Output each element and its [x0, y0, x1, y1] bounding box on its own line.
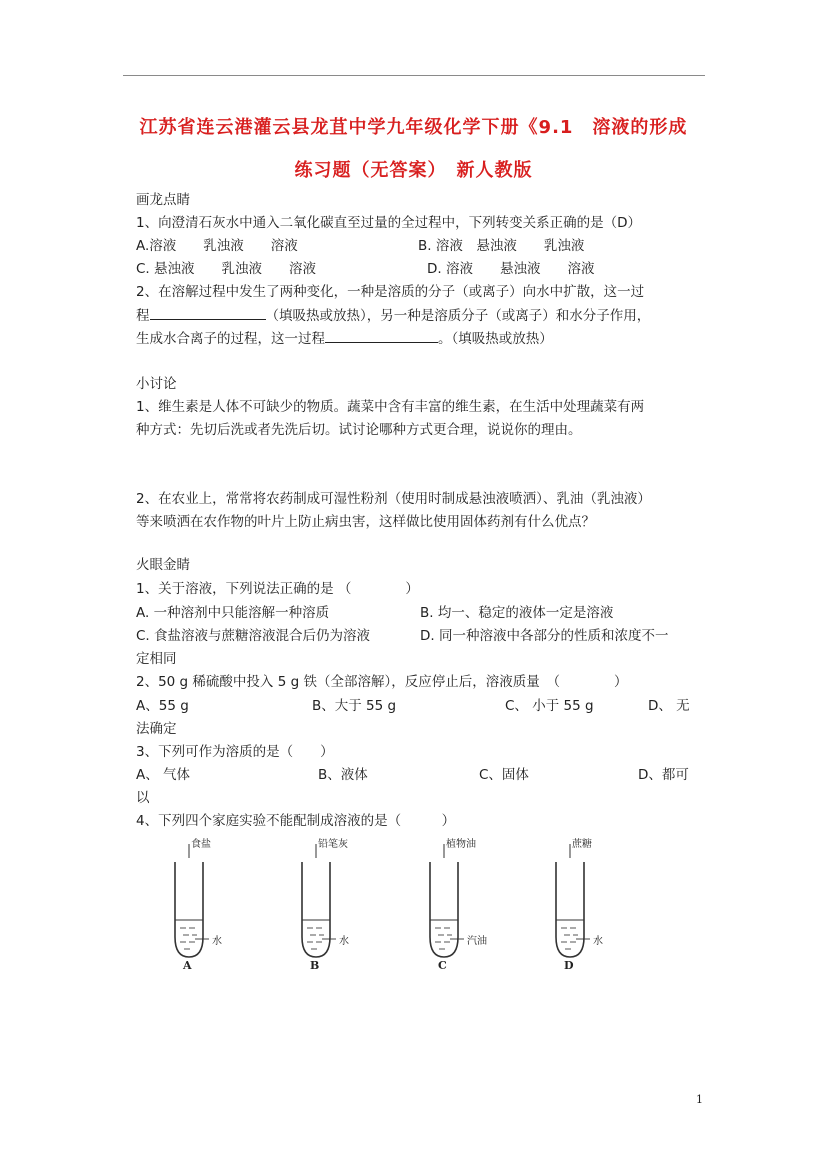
test-tube-drawing	[546, 832, 656, 980]
option-a: A. 一种溶剂中只能溶解一种溶质	[136, 605, 330, 621]
question-text: 4、下列四个家庭实验不能配制成溶液的是（ ）	[136, 813, 456, 829]
test-tube-c	[420, 832, 530, 980]
section-heading: 火眼金睛	[136, 557, 190, 573]
option-b: B、大于 55 g	[312, 698, 397, 714]
question-text: 2、在溶解过程中发生了两种变化，一种是溶质的分子（或离子）向水中扩散，这一过	[136, 284, 645, 300]
question-text: 1、向澄清石灰水中通入二氧化碳直至过量的全过程中，下列转变关系正确的是（D）	[136, 215, 641, 231]
question-text: 1、关于溶液，下列说法正确的是 （ ）	[136, 581, 419, 597]
test-tube-drawing	[165, 832, 275, 980]
question-text: 1、维生素是人体不可缺少的物质。蔬菜中含有丰富的维生素，在生活中处理蔬菜有两	[136, 399, 645, 415]
option-b: B. 均一、稳定的液体一定是溶液	[420, 605, 614, 621]
option-d-continued: 以	[136, 790, 150, 806]
question-text: 种方式：先切后洗或者先洗后切。试讨论哪种方式更合理，说说你的理由。	[136, 422, 582, 438]
answer-blank	[150, 306, 266, 320]
option-c: C. 食盐溶液与蔗糖溶液混合后仍为溶液	[136, 628, 371, 644]
option-c: C、 小于 55 g	[505, 698, 594, 714]
option-d: D. 溶液 悬浊液 溶液	[427, 261, 595, 277]
option-d: D. 同一种溶液中各部分的性质和浓度不一	[420, 628, 669, 644]
option-a: A、55 g	[136, 698, 189, 714]
answer-blank	[325, 329, 438, 343]
header-rule	[123, 75, 705, 76]
section-heading: 小讨论	[136, 376, 177, 392]
tube-solute-label: 食盐	[191, 839, 211, 850]
question-text: 2、50 g 稀硫酸中投入 5 g 铁（全部溶解），反应停止后，溶液质量 （ ）	[136, 674, 628, 690]
question-text: 3、下列可作为溶质的是（ ）	[136, 744, 334, 760]
option-a: A.溶液 乳浊液 溶液	[136, 238, 298, 254]
document-title-line2: 练习题（无答案） 新人教版	[294, 160, 533, 181]
tube-option-letter: B	[310, 959, 320, 972]
option-d-continued: 法确定	[136, 721, 177, 737]
tube-solvent-label: 水	[212, 936, 222, 947]
page-number: 1	[696, 1093, 703, 1106]
option-b: B、液体	[318, 767, 368, 783]
option-c: C、固体	[479, 767, 529, 783]
question-text	[136, 329, 553, 348]
tube-option-letter: C	[438, 959, 447, 972]
tube-solute-label: 铅笔灰	[318, 839, 348, 850]
option-c: C. 悬浊液 乳浊液 溶液	[136, 261, 317, 277]
test-tube-d	[546, 832, 656, 980]
test-tube-drawing	[292, 832, 402, 980]
option-d: D、都可	[638, 767, 689, 783]
text-fragment: 程	[136, 308, 150, 324]
tube-solute-label: 蔗糖	[572, 839, 592, 850]
test-tube-a	[165, 832, 275, 980]
option-b: B. 溶液 悬浊液 乳浊液	[418, 238, 585, 254]
tube-option-letter: A	[183, 959, 192, 972]
option-a: A、 气体	[136, 767, 191, 783]
tube-option-letter: D	[564, 959, 574, 972]
document-title-line1: 江苏省连云港灌云县龙苴中学九年级化学下册《9.1 溶液的形成	[139, 117, 688, 138]
text-fragment: 。（填吸热或放热）	[438, 331, 553, 347]
section-heading: 画龙点睛	[136, 192, 190, 208]
text-fragment: （填吸热或放热），另一种是溶质分子（或离子）和水分子作用，	[265, 308, 651, 324]
tube-solute-label: 植物油	[446, 839, 476, 850]
test-tube-b	[292, 832, 402, 980]
option-d-continued: 定相同	[136, 651, 177, 667]
question-text	[136, 306, 650, 325]
option-d: D、 无	[648, 698, 690, 714]
tube-solvent-label: 汽油	[467, 936, 487, 947]
tube-solvent-label: 水	[339, 936, 349, 947]
question-text: 等来喷洒在农作物的叶片上防止病虫害，这样做比使用固体药剂有什么优点？	[136, 514, 595, 530]
text-fragment: 生成水合离子的过程，这一过程	[136, 331, 325, 347]
question-text: 2、在农业上，常常将农药制成可湿性粉剂（使用时制成悬浊液喷洒）、乳油（乳浊液）	[136, 491, 651, 507]
tube-solvent-label: 水	[593, 936, 603, 947]
test-tube-drawing	[420, 832, 530, 980]
